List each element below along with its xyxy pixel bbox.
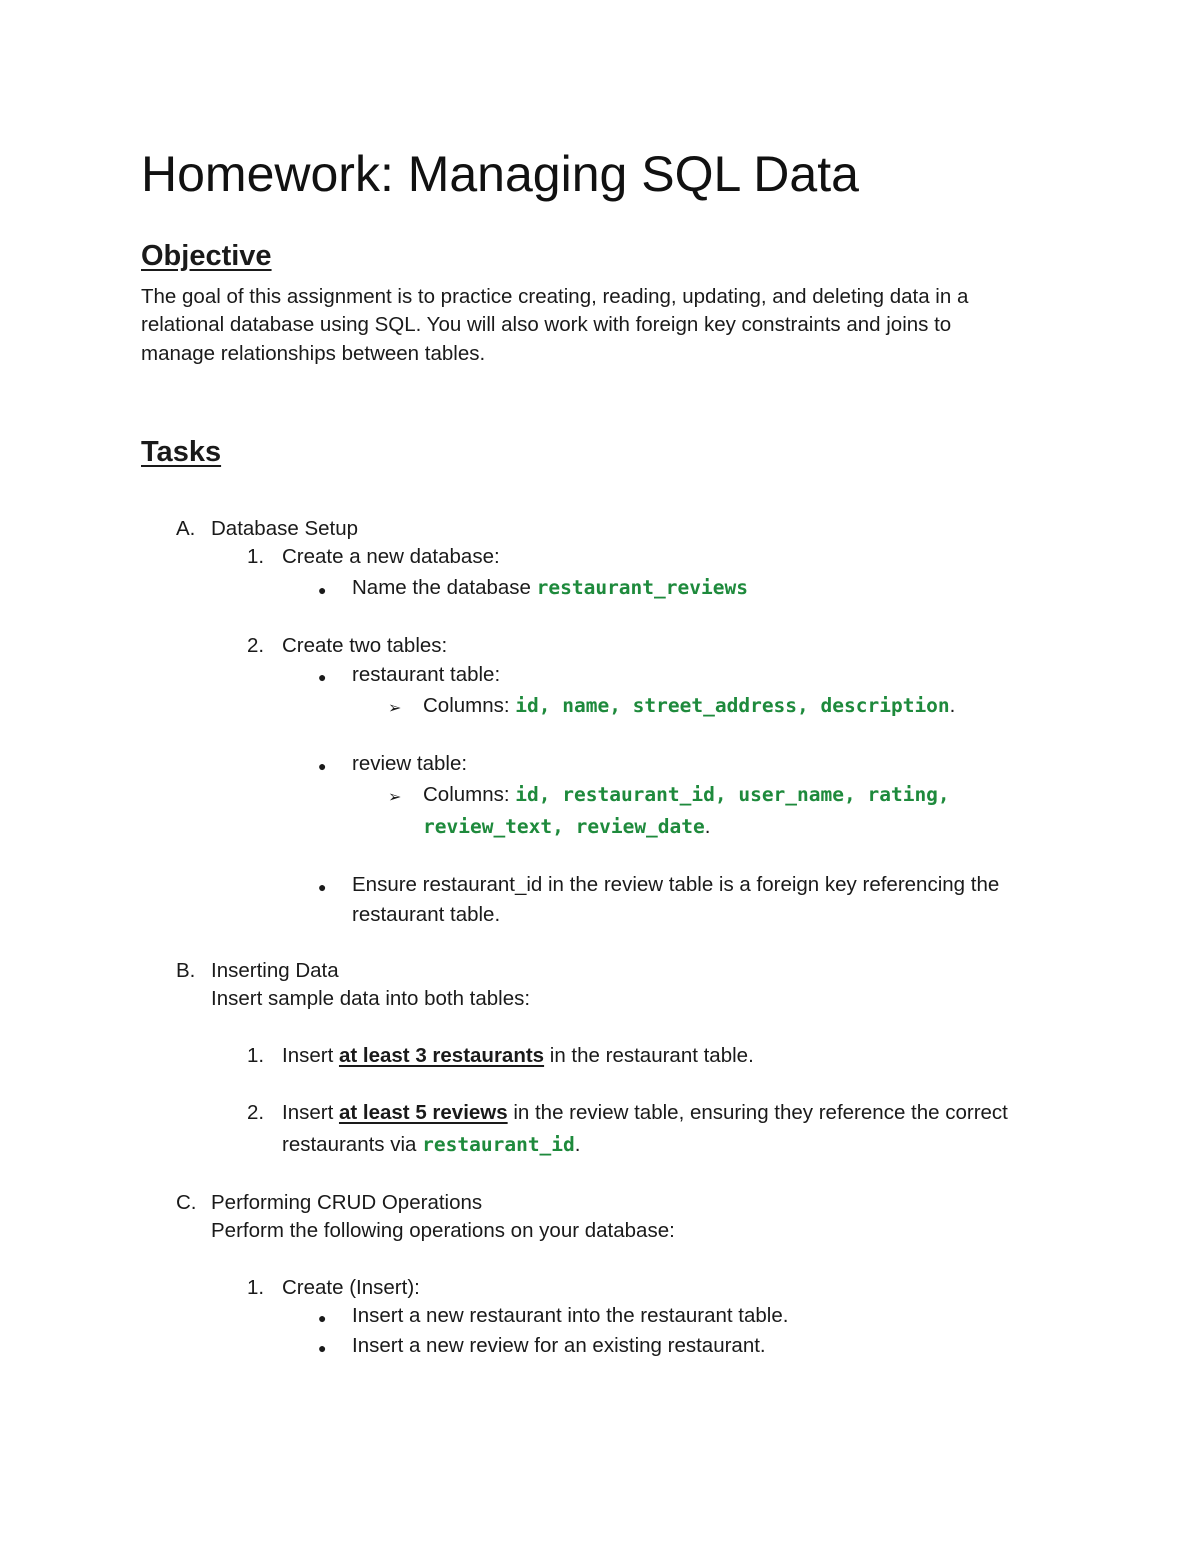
review-columns-line-2: review_text, review_date. bbox=[423, 815, 711, 838]
section-b-intro: Insert sample data into both tables: bbox=[211, 987, 531, 1010]
c-bullet-1: Insert a new restaurant into the restaurant table. bbox=[352, 1304, 789, 1327]
arrow-bullet-icon: ➢ bbox=[388, 700, 402, 717]
restaurant-columns: Columns: id, name, street_address, description. bbox=[423, 694, 956, 717]
bullet-icon: ● bbox=[318, 1310, 327, 1326]
b-step2-text: Insert at least 5 reviews in the review table, ensuring they reference the correct bbox=[282, 1101, 1008, 1124]
objective-line-3: manage relationships between tables. bbox=[141, 342, 486, 365]
objective-heading: Objective bbox=[141, 240, 272, 272]
b-step2-line-2: restaurants via restaurant_id. bbox=[282, 1133, 581, 1156]
restaurant-table-label: restaurant table: bbox=[352, 663, 501, 686]
bullet-icon: ● bbox=[318, 669, 327, 685]
review-columns-code-1: id, restaurant_id, user_name, rating, bbox=[515, 783, 950, 806]
section-b-marker: B. bbox=[176, 959, 196, 982]
bullet-icon: ● bbox=[318, 1340, 327, 1356]
fk-line-2: restaurant table. bbox=[352, 903, 501, 926]
bullet-icon: ● bbox=[318, 879, 327, 895]
section-c-intro: Perform the following operations on your database: bbox=[211, 1219, 675, 1242]
page-title: Homework: Managing SQL Data bbox=[141, 146, 859, 202]
section-b-label: Inserting Data bbox=[211, 959, 339, 982]
bullet-icon: ● bbox=[318, 582, 327, 598]
section-a-marker: A. bbox=[176, 517, 196, 540]
b-step1-marker: 1. bbox=[247, 1044, 265, 1067]
section-a-label: Database Setup bbox=[211, 517, 359, 540]
a-step1-text: Create a new database: bbox=[282, 545, 500, 568]
b-step1-text: Insert at least 3 restaurants in the restaurant table. bbox=[282, 1044, 754, 1067]
a-step2-marker: 2. bbox=[247, 634, 265, 657]
tasks-heading: Tasks bbox=[141, 436, 222, 468]
objective-line-1: The goal of this assignment is to practice creating, reading, updating, and deleting data in a bbox=[141, 285, 969, 308]
section-c-marker: C. bbox=[176, 1191, 197, 1214]
a-step1-marker: 1. bbox=[247, 545, 265, 568]
a-step1-bullet: Name the database restaurant_reviews bbox=[352, 576, 748, 599]
emphasis-reviews: at least 5 reviews bbox=[338, 1101, 508, 1124]
c-step1-marker: 1. bbox=[247, 1276, 265, 1299]
a-step2-text: Create two tables: bbox=[282, 634, 448, 657]
db-name-code: restaurant_reviews bbox=[536, 576, 748, 599]
section-c-label: Performing CRUD Operations bbox=[211, 1191, 483, 1214]
fk-line-1: Ensure restaurant_id in the review table is a foreign key referencing the bbox=[352, 873, 1000, 896]
review-columns-line-1: Columns: id, restaurant_id, user_name, rating, bbox=[423, 783, 950, 806]
c-bullet-2: Insert a new review for an existing restaurant. bbox=[352, 1334, 766, 1357]
arrow-bullet-icon: ➢ bbox=[388, 789, 402, 806]
review-columns-code-2: review_text, review_date bbox=[423, 815, 705, 838]
c-step1-text: Create (Insert): bbox=[282, 1276, 420, 1299]
bullet-icon: ● bbox=[318, 758, 327, 774]
review-table-label: review table: bbox=[352, 752, 468, 775]
objective-line-2: relational database using SQL. You will also work with foreign key constraints and joins to bbox=[141, 313, 952, 336]
restaurant-columns-code: id, name, street_address, description bbox=[515, 694, 950, 717]
emphasis-restaurants: at least 3 restaurants bbox=[338, 1044, 545, 1067]
restaurant-id-code: restaurant_id bbox=[422, 1133, 575, 1156]
b-step2-marker: 2. bbox=[247, 1101, 265, 1124]
